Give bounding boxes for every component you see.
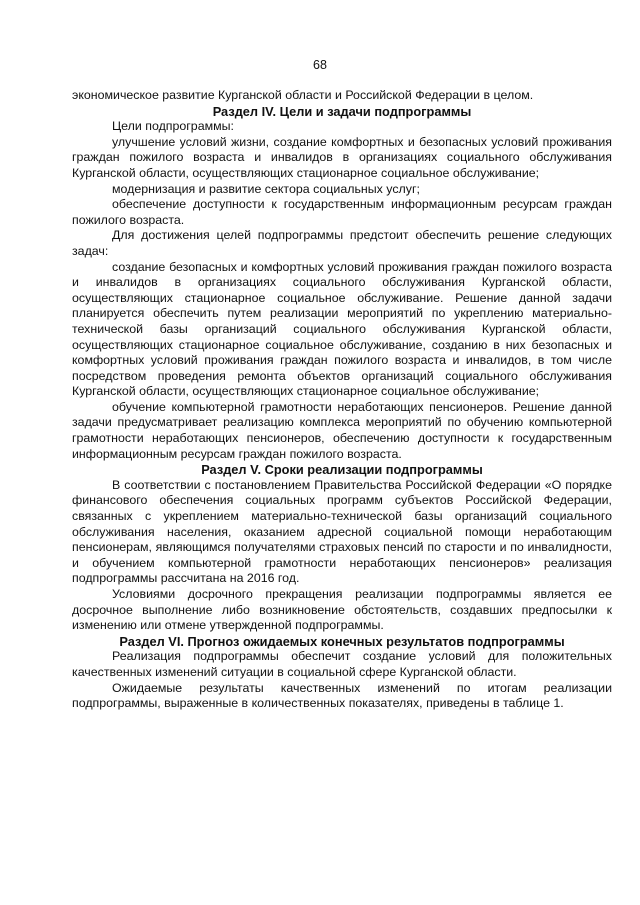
section-6-paragraph-1: Реализация подпрограммы обеспечит создание условий для положительных качественных изменений ситуации в социальной сфере Курганской области. <box>72 649 612 679</box>
task-item-1: создание безопасных и комфортных условий проживания граждан пожилого возраста и инвалидов в организациях социального обслуживания Курганской области, осуществляющих стационарное социальное обслуживание. Решение данной задачи планируется обеспечить путем реализации мероприятий по укреплению материально-технической базы организаций социального обслуживания Курганской области, осуществляющих стационарное социальное обслуживание, созданию в них безопасных и комфортных условий проживания граждан пожилого возраста и инвалидов, в том числе посредством проведения ремонта объектов организаций социального обслуживания Курганской области, осуществляющих стационарное социальное обслуживание; <box>72 259 612 399</box>
section-6-heading: Раздел VI. Прогноз ожидаемых конечных результатов подпрограммы <box>119 633 565 649</box>
goal-item-3: обеспечение доступности к государственным информационным ресурсам граждан пожилого возраста. <box>72 197 612 227</box>
task-item-2: обучение компьютерной грамотности неработающих пенсионеров. Решение данной задачи предусматривает реализацию комплекса мероприятий по обучению компьютерной грамотности неработающих пенсионеров, обеспечению доступности к государственным информационным ресурсам граждан пожилого возраста. <box>72 399 612 461</box>
goal-item-1: улучшение условий жизни, создание комфортных и безопасных условий проживания граждан пожилого возраста и инвалидов в организациях социального обслуживания Курганской области, осуществляющих стационарное социальное обслуживание; <box>72 134 612 180</box>
intro-line: экономическое развитие Курганской области и Российской Федерации в целом. <box>72 88 534 102</box>
section-6-paragraph-2: Ожидаемые результаты качественных изменений по итогам реализации подпрограммы, выраженные в количественных показателях, приведены в таблице 1. <box>72 680 612 711</box>
goal-item-2: модернизация и развитие сектора социальных услуг; <box>112 181 420 196</box>
document-body <box>72 88 612 712</box>
section-5-heading: Раздел V. Сроки реализации подпрограммы <box>201 462 483 478</box>
tasks-intro: Для достижения целей подпрограммы предстоит обеспечить решение следующих задач: <box>72 228 612 258</box>
page-number: 68 <box>313 58 327 72</box>
section-5-paragraph-1: В соответствии с постановлением Правительства Российской Федерации «О порядке финансового обеспечения социальных программ субъектов Российской Федерации, связанных с укреплением материально-технической базы организаций социального обслуживания населения, оказанием адресной социальной помощи неработающим пенсионерам, являющимся получателями страховых пенсий по старости и по инвалидности, и обучением компьютерной грамотности неработающих пенсионеров» реализация подпрограммы рассчитана на 2016 год. <box>72 477 612 586</box>
section-5-paragraph-2: Условиями досрочного прекращения реализации подпрограммы является ее досрочное выполнение либо возникновение обстоятельств, создавших предпосылки к изменению или отмене утвержденной подпрограммы. <box>72 587 612 633</box>
section-4-heading: Раздел IV. Цели и задачи подпрограммы <box>212 103 472 119</box>
goals-label: Цели подпрограммы: <box>112 119 234 134</box>
